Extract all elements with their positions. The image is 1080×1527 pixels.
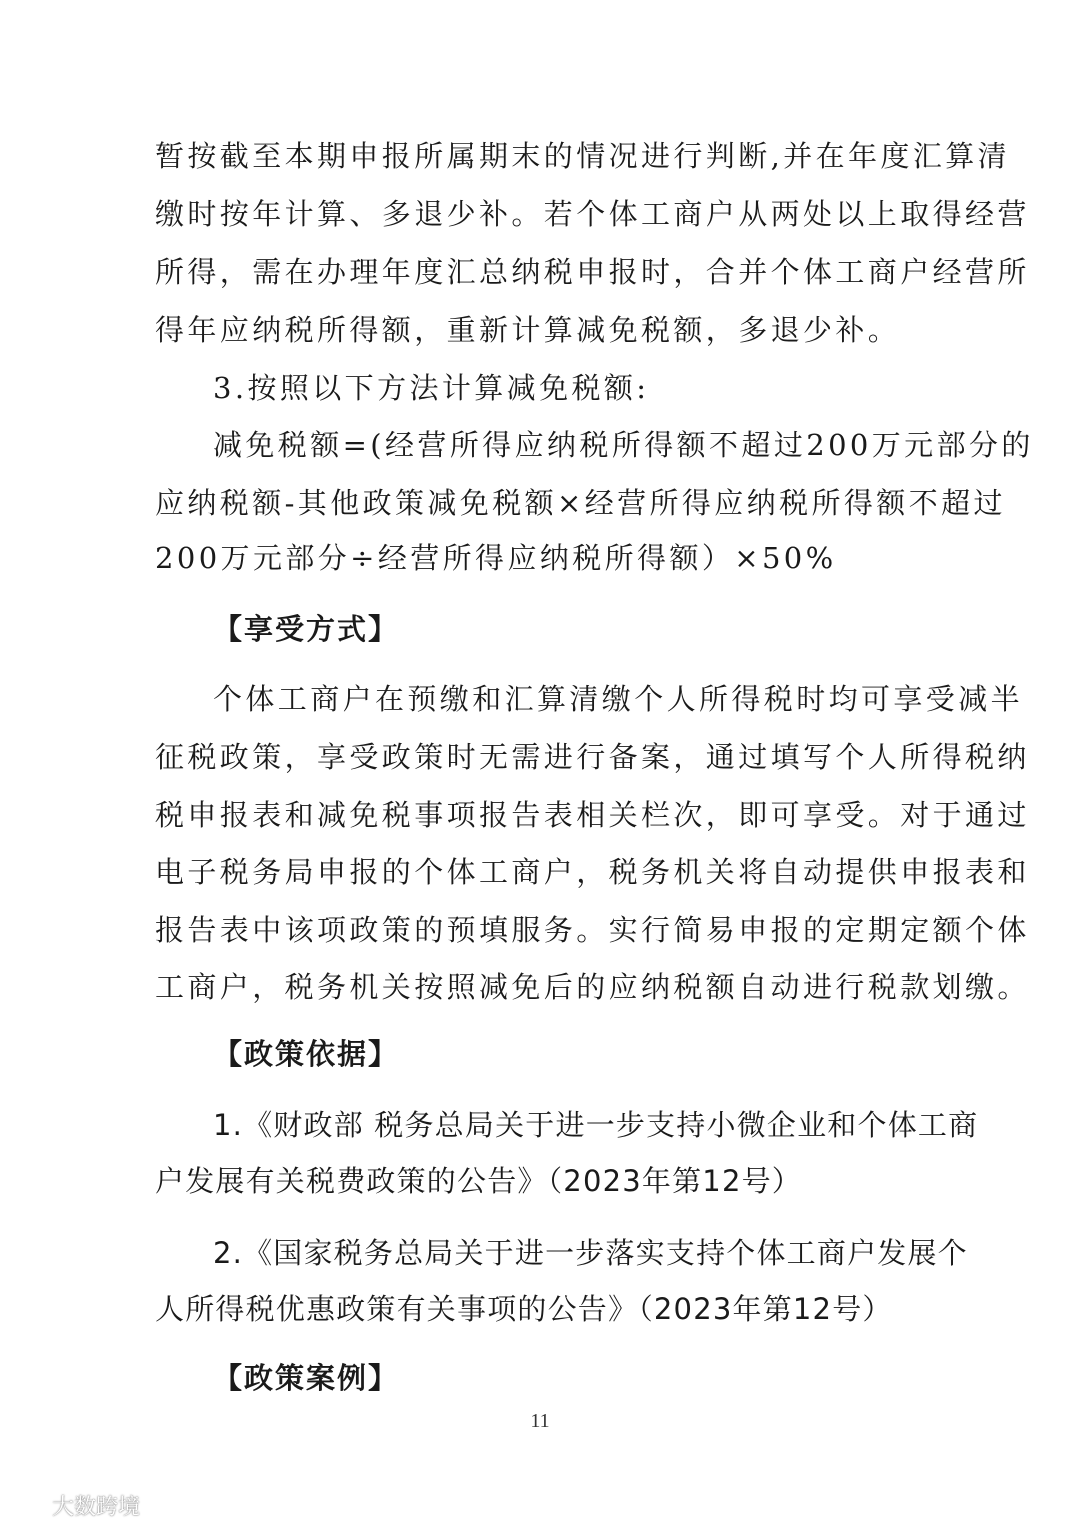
section-heading-policy-basis: 【政策依据】 (213, 1037, 400, 1071)
body-line: 缴时按年计算、多退少补。若个体工商户从两处以上取得经营 (155, 197, 1030, 231)
formula-line: 应纳税额-其他政策减免税额×经营所得应纳税所得额不超过 (155, 486, 1006, 520)
formula-line: 200万元部分÷经营所得应纳税所得额）×50% (155, 541, 837, 575)
body-line: 电子税务局申报的个体工商户，税务机关将自动提供申报表和 (155, 855, 1030, 889)
body-line: 得年应纳税所得额，重新计算减免税额，多退少补。 (155, 313, 901, 347)
policy-basis-item: 2.《国家税务总局关于进一步落实支持个体工商户发展个 (213, 1236, 968, 1270)
body-line: 暂按截至本期申报所属期末的情况进行判断,并在年度汇算清 (155, 139, 1011, 173)
body-line: 所得，需在办理年度汇总纳税申报时，合并个体工商户经营所 (155, 255, 1030, 289)
policy-basis-item: 人所得税优惠政策有关事项的公告》（2023年第12号） (155, 1292, 893, 1326)
page-number: 11 (530, 1410, 550, 1432)
formula-line: 减免税额=(经营所得应纳税所得额不超过200万元部分的 (213, 428, 1034, 462)
policy-basis-item: 户发展有关税费政策的公告》（2023年第12号） (155, 1164, 803, 1198)
body-line: 报告表中该项政策的预填服务。实行简易申报的定期定额个体 (155, 913, 1030, 947)
body-line: 3.按照以下方法计算减免税额: (213, 371, 650, 405)
watermark (6, 1490, 140, 1521)
policy-basis-item: 1.《财政部 税务总局关于进一步支持小微企业和个体工商 (213, 1108, 979, 1142)
body-line: 个体工商户在预缴和汇算清缴个人所得税时均可享受减半 (213, 682, 1024, 716)
watermark-text: 大数跨境 (52, 1495, 141, 1520)
body-line: 征税政策，享受政策时无需进行备案，通过填写个人所得税纳 (155, 740, 1030, 774)
body-line: 税申报表和减免税事项报告表相关栏次，即可享受。对于通过 (155, 798, 1030, 832)
logo-icon (6, 1494, 46, 1518)
body-line: 工商户，税务机关按照减免后的应纳税额自动进行税款划缴。 (155, 970, 1030, 1004)
section-heading-policy-case: 【政策案例】 (213, 1361, 400, 1395)
section-heading-enjoy-method: 【享受方式】 (213, 612, 400, 646)
